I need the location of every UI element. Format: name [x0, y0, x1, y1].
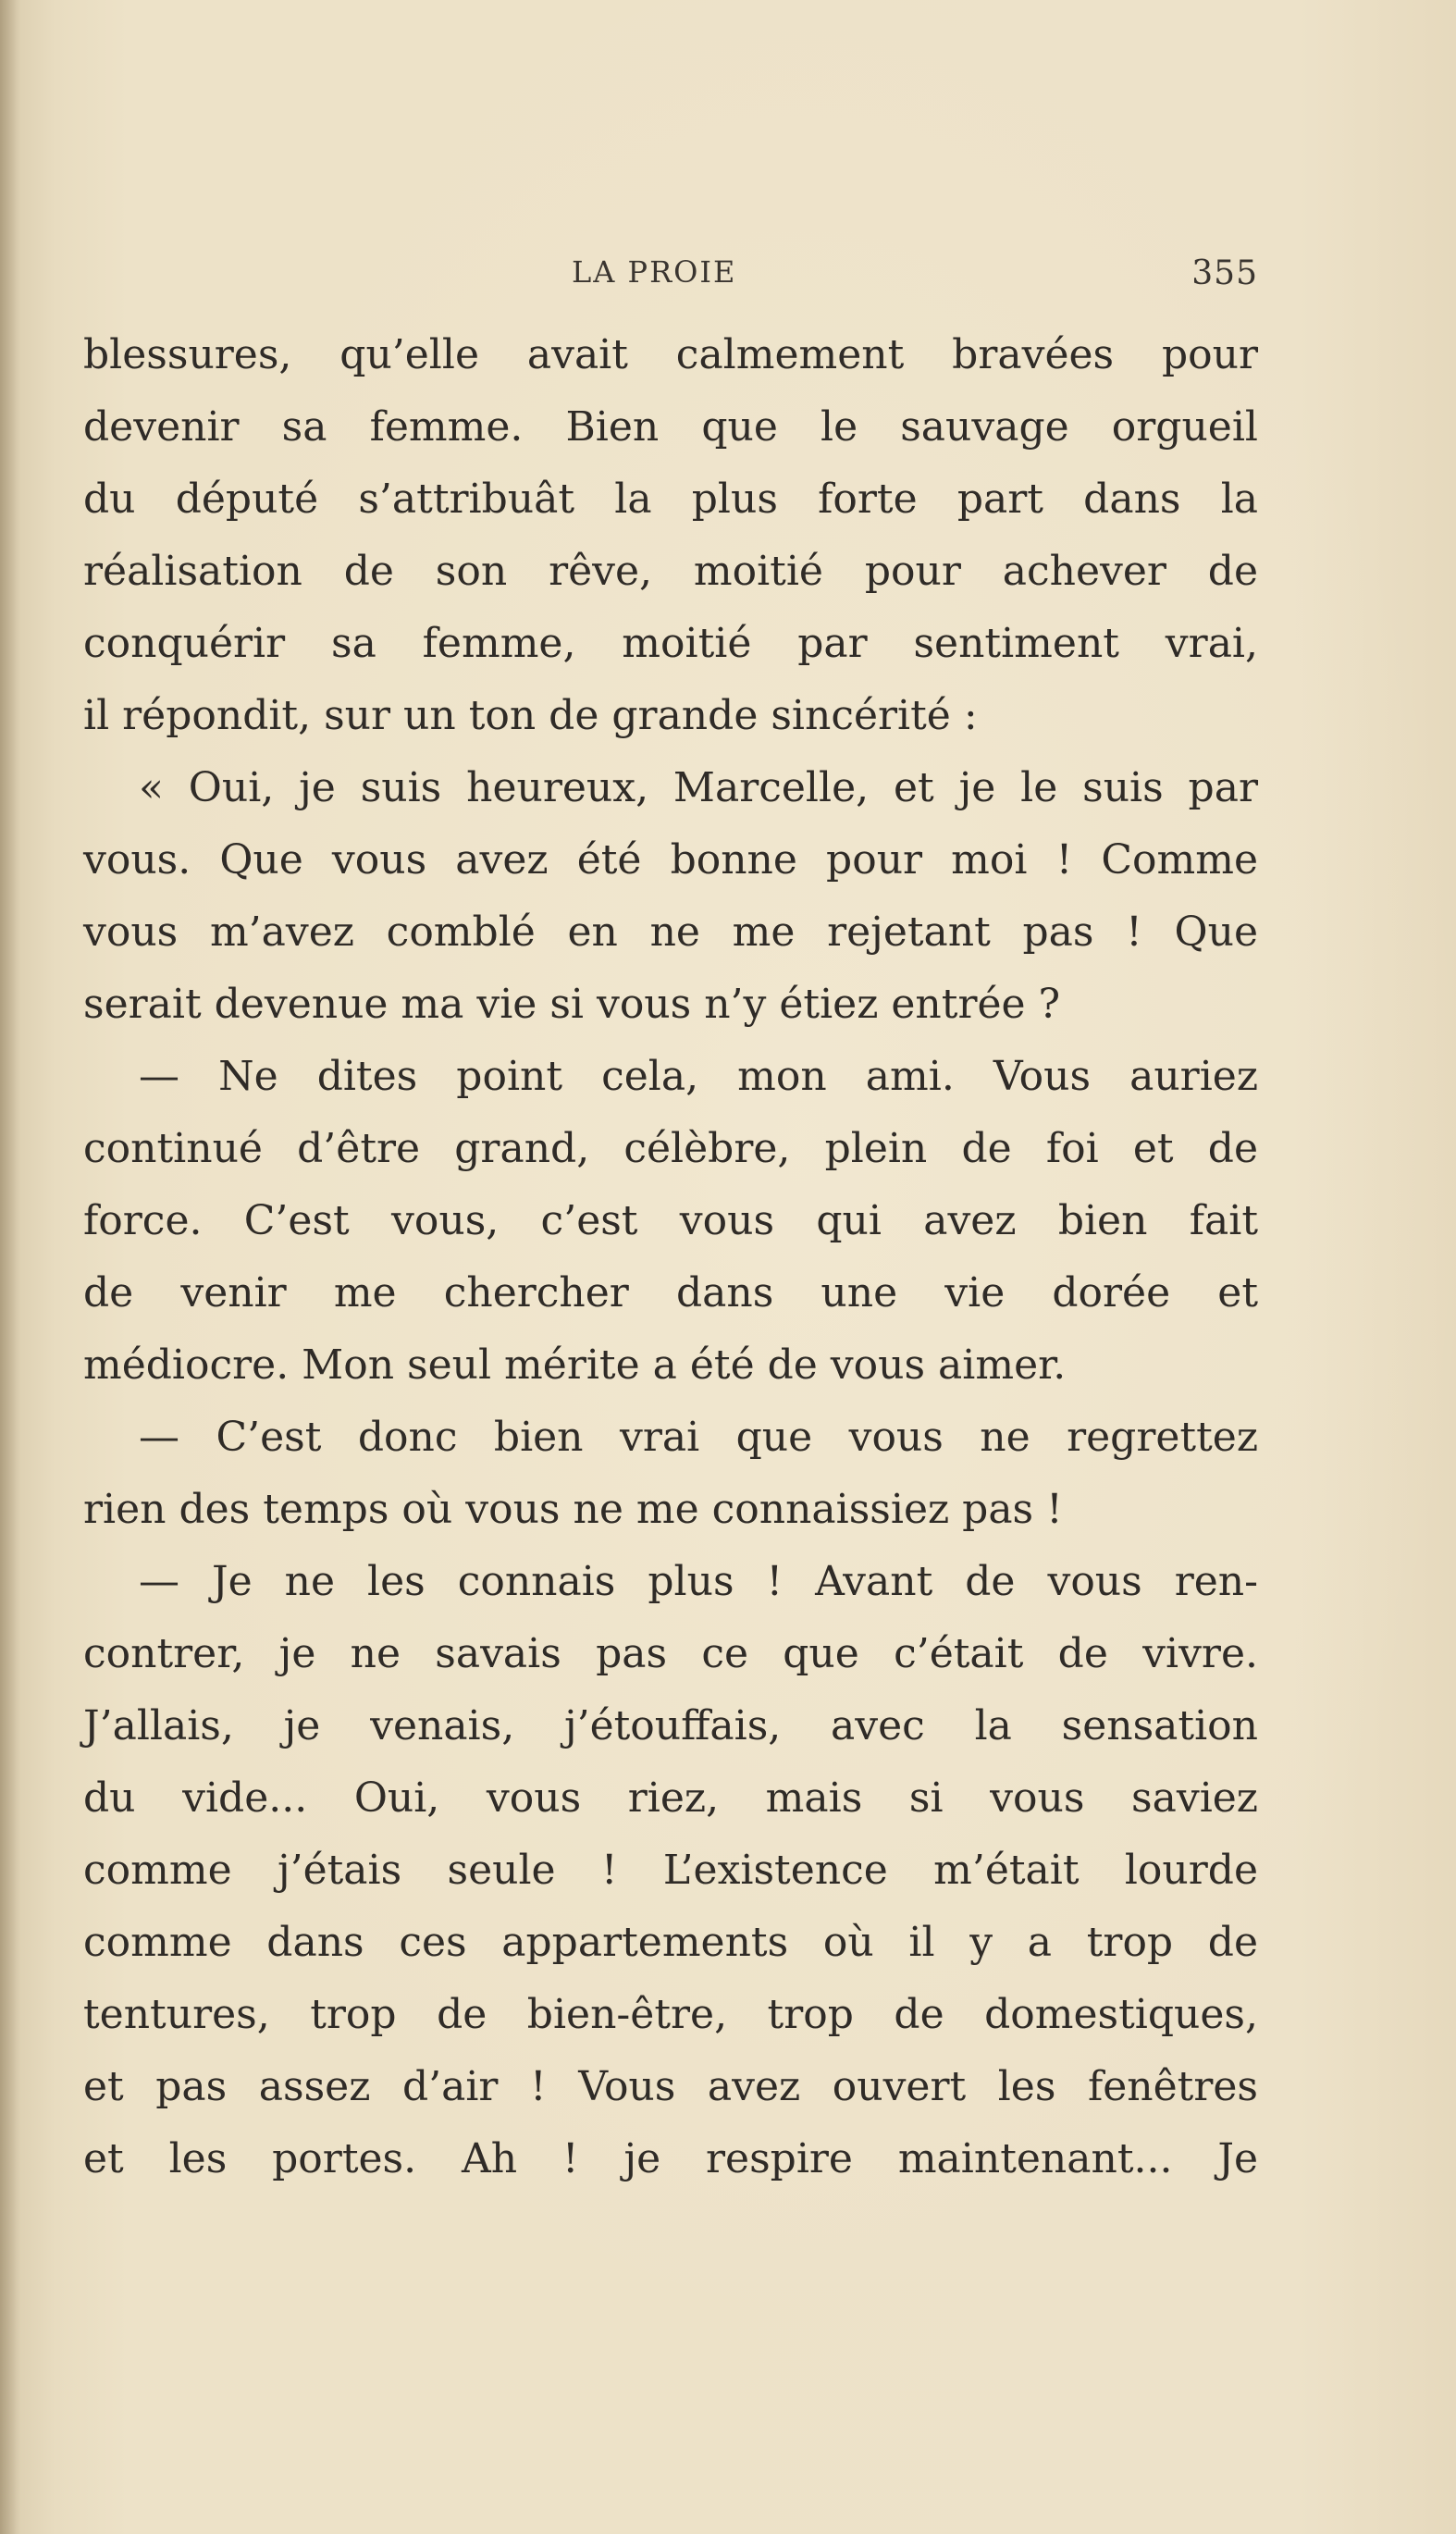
- page-number: 355: [1191, 254, 1258, 292]
- page-header: [83, 254, 1258, 301]
- body-text: [83, 319, 1258, 2195]
- text-line: blessures, qu’elle avait calmement bravées pour: [83, 331, 1258, 378]
- text-line: vous m’avez comblé en ne me rejetant pas ! Que: [83, 909, 1258, 956]
- text-line: continué d’être grand, célèbre, plein de foi et de: [83, 1125, 1258, 1172]
- text-line: du député s’attribuât la plus forte part dans la: [83, 476, 1258, 523]
- running-title: LA PROIE: [572, 254, 737, 290]
- text-line: conquérir sa femme, moitié par sentiment vrai,: [83, 620, 1258, 667]
- text-line: comme dans ces appartements où il y a trop de: [83, 1919, 1258, 1966]
- text-line: contrer, je ne savais pas ce que c’était de vivre.: [83, 1630, 1258, 1677]
- text-line: médiocre. Mon seul mérite a été de vous aimer.: [83, 1341, 1067, 1389]
- text-line: — Ne dites point cela, mon ami. Vous auriez: [139, 1053, 1258, 1100]
- text-line: et pas assez d’air ! Vous avez ouvert les fenêtres: [83, 2063, 1258, 2110]
- text-line: devenir sa femme. Bien que le sauvage orgueil: [83, 403, 1258, 451]
- text-line: « Oui, je suis heureux, Marcelle, et je le suis par: [139, 764, 1258, 811]
- text-line: de venir me chercher dans une vie dorée et: [83, 1269, 1258, 1316]
- text-line: — C’est donc bien vrai que vous ne regrettez: [139, 1414, 1258, 1461]
- text-line: serait devenue ma vie si vous n’y étiez entrée ?: [83, 981, 1061, 1028]
- text-line: — Je ne les connais plus ! Avant de vous ren-: [139, 1558, 1258, 1605]
- text-line: J’allais, je venais, j’étouffais, avec la sensation: [83, 1702, 1258, 1749]
- text-line: et les portes. Ah ! je respire maintenant... Je: [83, 2135, 1258, 2182]
- text-line: rien des temps où vous ne me connaissiez pas !: [83, 1486, 1063, 1533]
- text-line: réalisation de son rêve, moitié pour achever de: [83, 548, 1258, 595]
- text-line: il répondit, sur un ton de grande sincérité :: [83, 692, 978, 739]
- text-line: vous. Que vous avez été bonne pour moi ! Comme: [83, 836, 1258, 884]
- text-line: tentures, trop de bien-être, trop de domestiques,: [83, 1991, 1258, 2038]
- binding-gutter-shadow: [0, 0, 20, 2534]
- text-line: du vide... Oui, vous riez, mais si vous saviez: [83, 1774, 1258, 1822]
- text-line: force. C’est vous, c’est vous qui avez bien fait: [83, 1197, 1258, 1244]
- text-line: comme j’étais seule ! L’existence m’était lourde: [83, 1847, 1258, 1894]
